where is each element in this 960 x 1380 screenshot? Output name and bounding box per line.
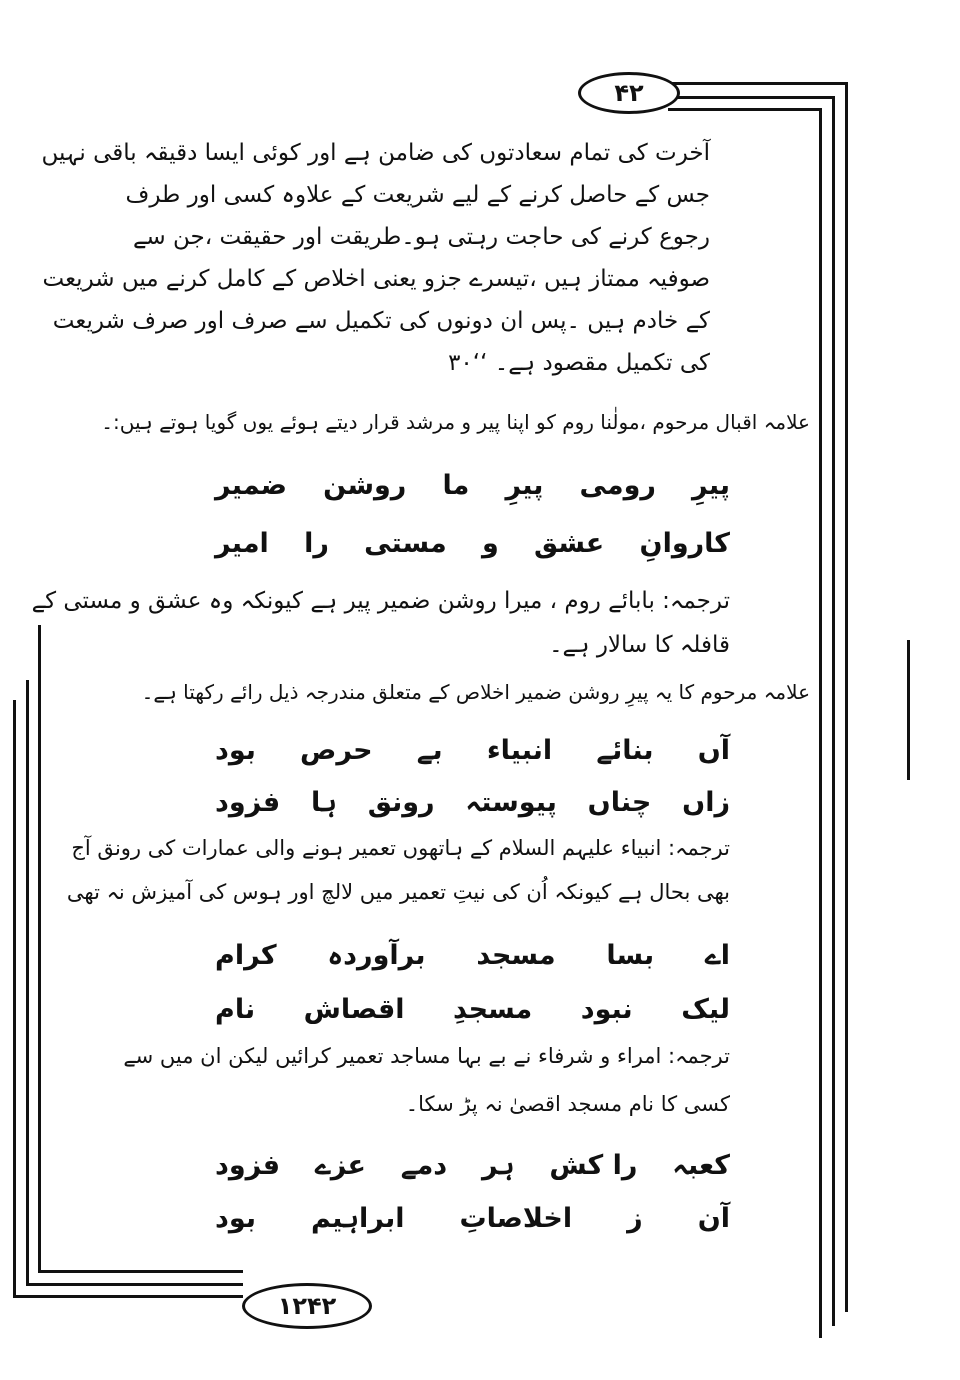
frame-bottom-line: [26, 1283, 243, 1286]
verse-word: برآوردہ: [327, 940, 426, 971]
verse-word: ابراہیم: [311, 1203, 405, 1234]
frame-top-line: [668, 96, 833, 99]
frame-bottom-line: [38, 1270, 243, 1273]
translation-line: ترجمہ: بابائے روم ، میرا روشن ضمیر پیر ہے کیونکہ وہ عشق و مستی کے: [31, 588, 730, 614]
verse-word: مسجد: [476, 940, 556, 971]
top-page-number: ۴۲: [578, 72, 680, 114]
frame-right-line: [832, 96, 835, 1326]
frame-right-line: [819, 108, 822, 1338]
verse-word: پیوستہ: [465, 787, 557, 818]
frame-top-line: [668, 108, 820, 111]
verse-word: امیر: [215, 528, 269, 559]
verse-word: پیرِ: [505, 470, 544, 501]
verse-word: بنائے: [596, 735, 654, 766]
translation-line: ترجمہ: انبیاء علیہم السلام کے ہاتھوں تعمیر ہونے والی عمارات کی رونق آج: [71, 836, 730, 860]
verse-word: روشن: [323, 470, 407, 501]
verse-word: را کش: [549, 1150, 638, 1181]
frame-left-line: [38, 625, 41, 1270]
verse-word: فزود: [215, 787, 281, 818]
verse-word: نام: [215, 994, 256, 1025]
verse-word: دمے: [400, 1150, 448, 1181]
verse-word: ہر: [481, 1150, 515, 1181]
verse-word: آں: [697, 735, 730, 766]
verse-word: مسجدِ: [453, 994, 533, 1025]
verse-word: آن: [697, 1203, 730, 1234]
verse-line: [215, 994, 730, 1025]
verse-word: عشق: [534, 528, 605, 559]
verse-word: و: [481, 528, 499, 559]
quote-line: کی تکمیل مقصود ہے۔ ‘‘۳۰: [448, 350, 710, 376]
verse-word: نبود: [580, 994, 633, 1025]
verse-word: اقصاش: [303, 994, 405, 1025]
verse-line: [215, 787, 730, 818]
verse-word: اے: [704, 940, 730, 971]
verse-word: ضمیر: [215, 470, 288, 501]
verse-line: [215, 735, 730, 766]
verse-line: [215, 470, 730, 501]
intro-paragraph: علامہ مرحوم کا یہ پیرِ روشن ضمیر اخلاص کے متعلق مندرجہ ذیل رائے رکھتا ہے۔: [141, 680, 810, 704]
verse-word: چناں: [587, 787, 652, 818]
verse-word: رومی: [579, 470, 656, 501]
verse-word: رونق: [367, 787, 435, 818]
verse-word: کعبہ: [672, 1150, 730, 1181]
quote-line: آخرت کی تمام سعادتوں کی ضامن ہے اور کوئی ایسا دقیقہ باقی نہیں: [41, 140, 710, 166]
verse-word: زاں: [682, 787, 730, 818]
frame-left-line: [907, 640, 910, 780]
frame-left-line: [13, 700, 16, 1295]
translation-line: ترجمہ: امراء و شرفاء نے بے بہا مساجد تعمیر کرائیں لیکن ان میں سے: [123, 1044, 730, 1068]
verse-word: را: [304, 528, 329, 559]
verse-word: ز: [627, 1203, 643, 1234]
verse-word: ہا: [310, 787, 337, 818]
verse-word: لیک: [681, 994, 730, 1025]
quote-line: جس کے حاصل کرنے کے لیے شریعت کے علاوہ کسی اور طرف: [125, 182, 710, 208]
verse-word: مستی: [364, 528, 447, 559]
frame-bottom-line: [13, 1295, 243, 1298]
verse-word: عزے: [314, 1150, 366, 1181]
verse-line: [215, 1150, 730, 1181]
quote-line: صوفیہ ممتاز ہیں ،تیسرے جزو یعنی اخلاص کے کامل کرنے میں شریعت: [42, 266, 710, 292]
frame-left-line: [26, 680, 29, 1283]
verse-word: بود: [215, 1203, 256, 1234]
verse-line: [215, 1203, 730, 1234]
frame-right-line: [845, 82, 848, 1312]
quote-line: رجوع کرنے کی حاجت رہتی ہو۔طریقت اور حقیقت ،جن سے: [132, 224, 710, 250]
translation-line: بھی بحال ہے کیونکہ اُن کی نیتِ تعمیر میں لالچ اور ہوس کی آمیزش نہ تھی: [66, 880, 730, 904]
verse-word: کاروانِ: [639, 528, 730, 559]
quote-line: کے خادم ہیں ۔پس ان دونوں کی تکمیل سے صرف اور صرف شریعت: [52, 308, 710, 334]
verse-word: ما: [442, 470, 470, 501]
verse-word: بود: [215, 735, 256, 766]
frame-top-line: [668, 82, 846, 85]
verse-word: انبیاء: [486, 735, 553, 766]
translation-line: قافلہ کا سالار ہے۔: [549, 632, 730, 658]
verse-word: حرص: [300, 735, 373, 766]
verse-word: بسا: [606, 940, 655, 971]
verse-word: کرام: [215, 940, 277, 971]
intro-paragraph: علامہ اقبال مرحوم ،مولٰنا روم کو اپنا پیر و مرشد قرار دیتے ہوئے یوں گویا ہوتے ہیں:۔: [101, 410, 810, 434]
verse-word: فزود: [215, 1150, 281, 1181]
translation-line: کسی کا نام مسجد اقصیٰ نہ پڑ سکا۔: [405, 1092, 730, 1116]
verse-line: [215, 528, 730, 559]
bottom-page-number: ۱۲۴۲: [242, 1283, 372, 1329]
verse-word: پیرِ: [692, 470, 730, 501]
verse-line: [215, 940, 730, 971]
verse-word: اخلاصاتِ: [459, 1203, 573, 1234]
verse-word: بے: [416, 735, 443, 766]
